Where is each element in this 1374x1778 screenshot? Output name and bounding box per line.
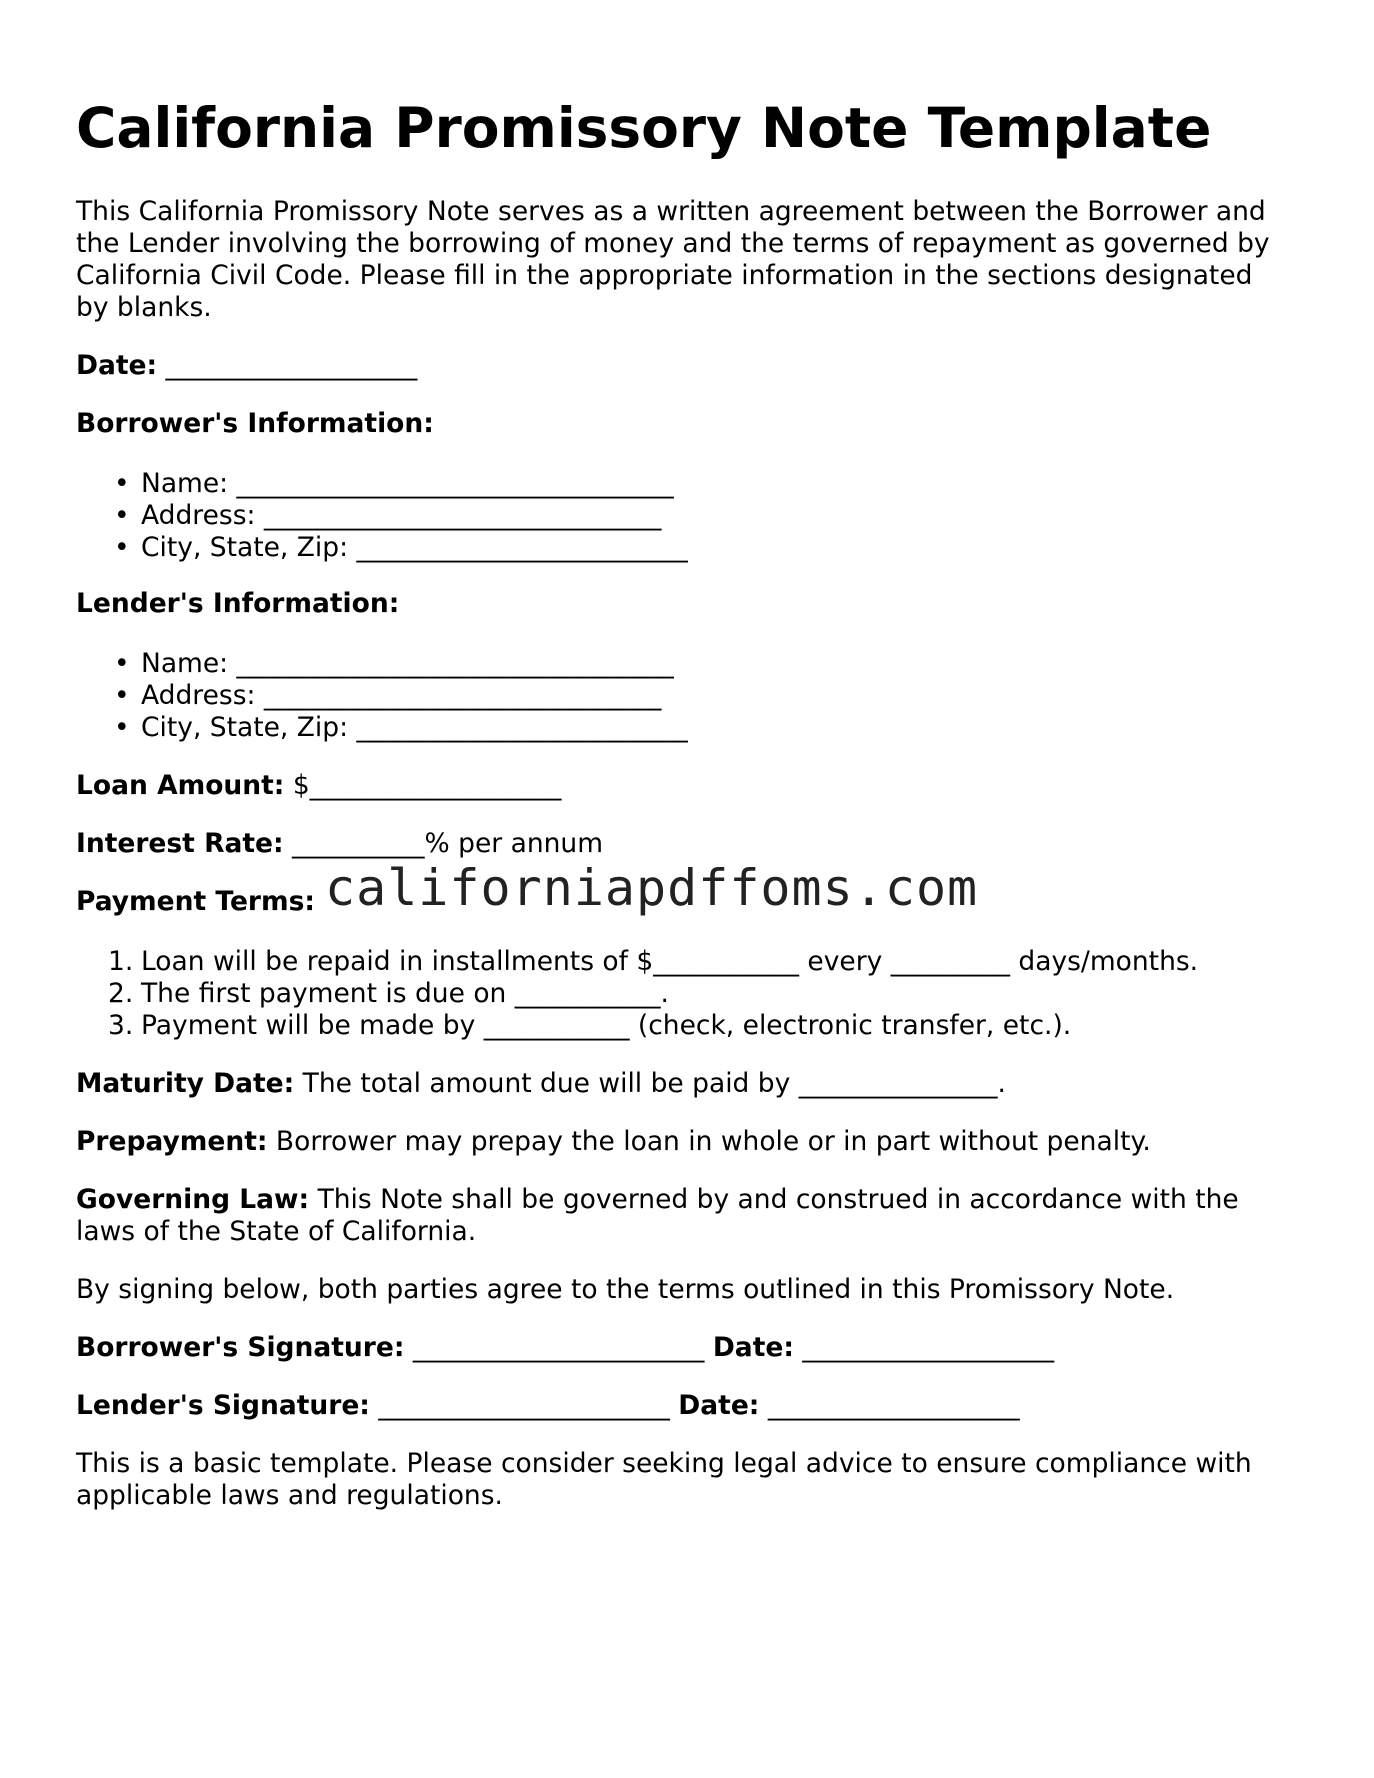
date-blank: ___________________ [157,350,418,381]
date-field [76,350,417,382]
intro-line-4: by blanks. [76,292,212,323]
borrower-signature-blank: ______________________ [404,1332,713,1363]
bullet-icon: • [114,648,130,679]
interest-rate-label: Interest Rate: [76,828,284,859]
lender-name-item: Name: _________________________________ [141,648,674,679]
lender-signature-field [76,1390,1020,1422]
lender-heading: Lender's Information: [76,588,400,619]
date-label: Date: [76,350,158,381]
loan-amount-label: Loan Amount: [76,770,285,801]
bullet-icon: • [114,712,130,743]
list-number: 3. [108,1010,134,1041]
borrower-heading: Borrower's Information: [76,408,434,439]
agreement-text: By signing below, both parties agree to the terms outlined in this Promissory Note. [76,1274,1175,1305]
bullet-icon: • [114,500,130,531]
payment-term-item: Loan will be repaid in installments of $___________ every _________ days/months. [141,946,1199,977]
intro-line-1: This California Promissory Note serves as a written agreement between the Borrower and [76,196,1266,227]
interest-rate-blank: __________% per annum [283,828,604,859]
watermark: californiapdffoms.com [325,859,979,917]
disclaimer-line-2: applicable laws and regulations. [76,1480,503,1511]
disclaimer-line-1: This is a basic template. Please consider seeking legal advice to ensure compliance with [76,1448,1252,1479]
list-number: 2. [108,978,134,1009]
lender-signature-blank: ______________________ [369,1390,679,1421]
payment-term-item: Payment will be made by ___________ (check, electronic transfer, etc.). [141,1010,1072,1041]
loan-amount-blank: $___________________ [284,770,562,801]
borrower-name-item: Name: _________________________________ [141,468,674,499]
lender-address-item: Address: ______________________________ [141,680,662,711]
bullet-icon: • [114,468,130,499]
borrower-address-item: Address: ______________________________ [141,500,662,531]
lender-date-label: Date: [678,1390,760,1421]
governing-law-field [76,1184,1239,1216]
loan-amount-field [76,770,561,802]
prepayment-text: Borrower may prepay the loan in whole or in part without penalty. [267,1126,1151,1157]
borrower-signature-field [76,1332,1054,1364]
lender-signature-label: Lender's Signature: [76,1390,370,1421]
governing-law-label: Governing Law: [76,1184,310,1215]
maturity-text: The total amount due will be paid by _______________. [294,1068,1006,1099]
maturity-date-field [76,1068,1006,1100]
governing-law-text: This Note shall be governed by and construed in accordance with the [309,1184,1239,1215]
borrower-signature-label: Borrower's Signature: [76,1332,405,1363]
lender-date-blank: ___________________ [759,1390,1020,1421]
interest-rate-field [76,828,603,860]
page-title: California Promissory Note Template [76,96,1212,160]
payment-term-item: The first payment is due on ___________. [141,978,669,1009]
intro-line-2: the Lender involving the borrowing of money and the terms of repayment as governed by [76,228,1270,259]
prepayment-label: Prepayment: [76,1126,268,1157]
borrower-city-item: City, State, Zip: _________________________ [141,532,688,563]
prepayment-field [76,1126,1151,1158]
borrower-date-blank: ___________________ [793,1332,1055,1363]
maturity-label: Maturity Date: [76,1068,295,1099]
list-number: 1. [108,946,134,977]
borrower-date-label: Date: [712,1332,794,1363]
payment-terms-heading: Payment Terms: [76,886,315,917]
governing-law-text-2: laws of the State of California. [76,1216,477,1247]
lender-city-item: City, State, Zip: _________________________ [141,712,688,743]
intro-line-3: California Civil Code. Please fill in the appropriate information in the sections designated [76,260,1253,291]
bullet-icon: • [114,532,130,563]
bullet-icon: • [114,680,130,711]
